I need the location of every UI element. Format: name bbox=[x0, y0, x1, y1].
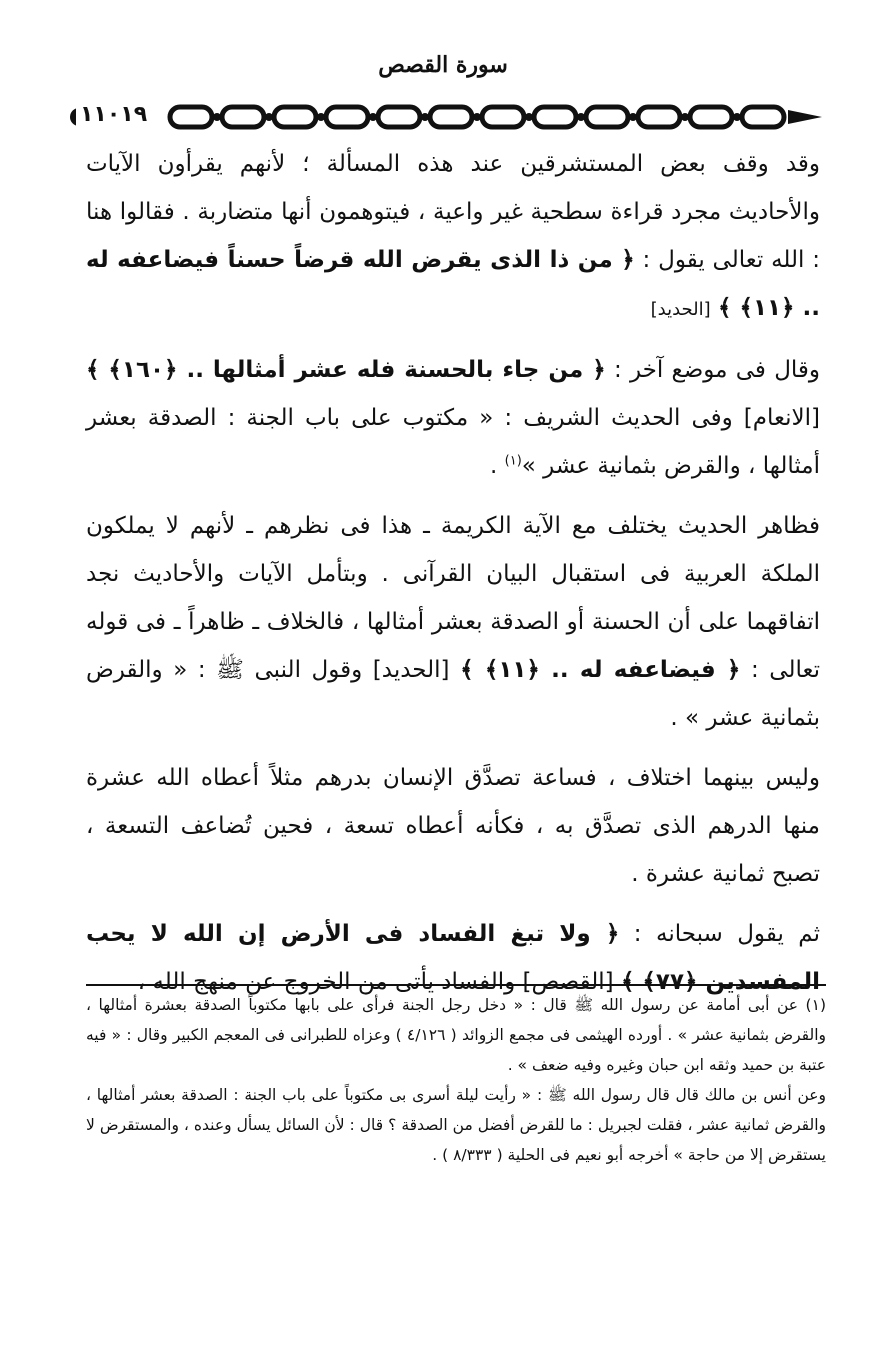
paragraph-text: فظاهر الحديث يختلف مع الآية الكريمة ـ هذا فى نظرهم ـ لأنهم لا يملكون الملكة العربية فى استقبال البيان القرآنى . وبتأمل الآيات والأحاديث نجد اتفاقهما على أن الحسنة أو الصدقة بعشر أمثالها ، فالخلاف ـ ظاهراً ـ فى قوله تعالى : bbox=[86, 513, 820, 683]
paragraph-1 bbox=[86, 140, 820, 334]
quran-verse: ﴿ من جاء بالحسنة فله عشر أمثالها .. ﴿١٦٠﴾ ﴾ bbox=[86, 357, 606, 383]
paragraph-text: ثم يقول سبحانه : bbox=[619, 921, 820, 947]
surah-title: سورة القصص bbox=[378, 52, 508, 78]
quran-verse: ﴿ فيضاعفه له .. ﴿١١﴾ ﴾ bbox=[460, 657, 741, 683]
paragraph-text: [الانعام] وفى الحديث الشريف : « مكتوب على باب الجنة : الصدقة بعشر أمثالها ، والقرض بثمانية عشر » bbox=[86, 405, 820, 479]
chain-ornament-icon bbox=[70, 100, 830, 134]
footnote-1: (١) عن أبى أمامة عن رسول الله ﷺ قال : « دخل رجل الجنة فرأى على بابها مكتوباً الصدقة بعشرة أمثالها ، والقرض بثمانية عشر » . أورده الهيثمى فى مجمع الزوائد ( ٤/١٢٦ ) وعزاه للطبرانى فى المعجم الكبير وقال : « فيه عتبة بن حميد وثقه ابن حبان وغيره وفيه ضعف » . bbox=[86, 996, 826, 1074]
quran-verse: ﴿ ولا تبغ الفساد فى الأرض إن الله لا يحب المفسدين ﴿٧٧﴾ ﴾ bbox=[86, 921, 820, 995]
footnotes bbox=[86, 990, 826, 1170]
main-text bbox=[86, 140, 820, 1018]
footnote-marker: (١) bbox=[504, 453, 522, 469]
paragraph-4 bbox=[86, 754, 820, 898]
paragraph-2 bbox=[86, 346, 820, 490]
footnote-divider bbox=[86, 984, 826, 986]
footnote-2: وعن أنس بن مالك قال قال رسول الله ﷺ : « رأيت ليلة أسرى بى مكتوباً على باب الجنة : الصدقة بعشر أمثالها ، والقرض ثمانية عشر ، فقلت لجبريل : ما للقرض أفضل من الصدقة ؟ قال : لأن السائل يسأل وعنده ، والمستقرض لا يستقرض إلا من حاجة » أخرجه أبو نعيم فى الحلية ( ٨/٣٣٣ ) . bbox=[86, 1086, 826, 1164]
paragraph-text: [القصص] والفساد يأتى من الخروج عن منهج الله ، bbox=[137, 969, 621, 995]
paragraph-text: . bbox=[490, 453, 505, 479]
quran-verse: ﴿ من ذا الذى يقرض الله قرضاً حسناً فيضاعفه له .. ﴿١١﴾ ﴾ bbox=[86, 247, 820, 321]
decorative-chain-border bbox=[70, 100, 830, 134]
paragraph-text: [الحديد] وقول النبى ﷺ : « والقرض بثمانية عشر » . bbox=[86, 657, 820, 731]
paragraph-text: وقد وقف بعض المستشرقين عند هذه المسألة ؛ لأنهم يقرأون الآيات والأحاديث مجرد قراءة سطحية غير واعية ، فيتوهمون أنها متضاربة . فقالوا هنا : الله تعالى يقول : bbox=[86, 151, 820, 273]
paragraph-3 bbox=[86, 502, 820, 742]
paragraph-text: وليس بينهما اختلاف ، فساعة تصدَّق الإنسان بدرهم مثلاً أعطاه الله عشرة منها الدرهم الذى تصدَّق به ، فكأنه أعطاه تسعة ، فحين تُضاعف التسعة ، تصبح ثمانية عشرة . bbox=[86, 765, 820, 887]
surah-reference: [الحديد] bbox=[650, 299, 711, 320]
paragraph-text: وقال فى موضع آخر : bbox=[605, 357, 821, 383]
page-number: ١١٠١٩ bbox=[76, 102, 151, 127]
